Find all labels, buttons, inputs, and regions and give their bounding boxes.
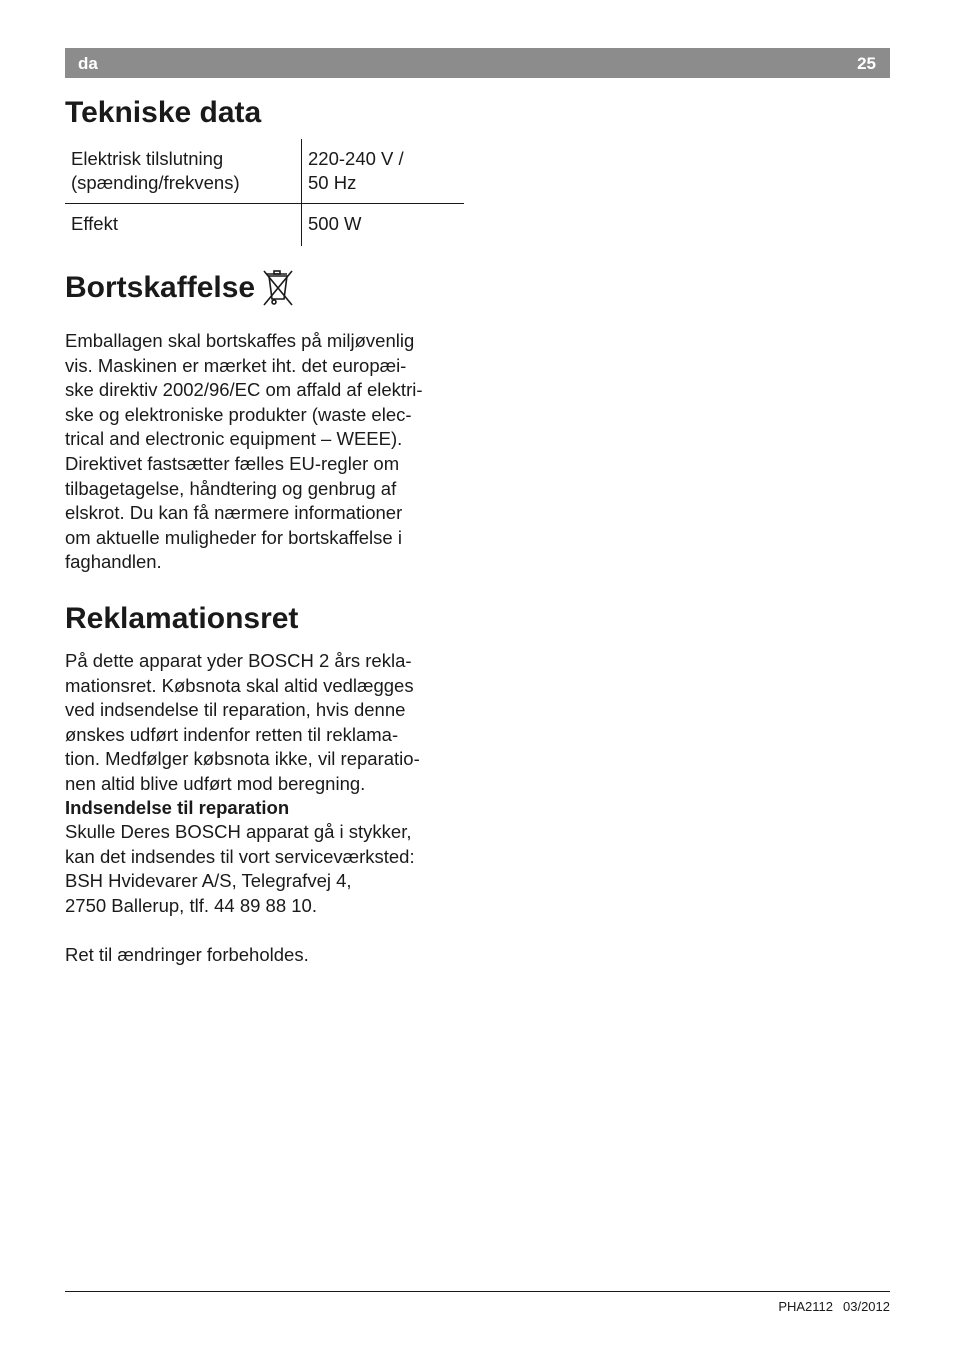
spec-row — [65, 139, 464, 204]
disposal-paragraph: Emballagen skal bortskaffes på miljøvenlig vis. Maskinen er mærket iht. det europæi- ske direktiv 2002/96/EC om affald af elektri- ske og elektroniske produkter (waste elec- trical and electronic equipment – WEEE). Direktivet fastsætter fælles EU-regler om tilbagetagelse, håndtering og genbrug af elskrot. Du kan få nærmere informationer om aktuelle muligheder for bortskaffelse i faghandlen. — [65, 330, 423, 573]
footer-date: 03/2012 — [843, 1299, 890, 1314]
header-bar — [65, 48, 890, 78]
warranty-paragraph: På dette apparat yder BOSCH 2 års rekla- mationsret. Købsnota skal altid vedlægges ved indsendelse til reparation, hvis denne ønskes udført indenfor retten til reklama- tion. Medfølger købsnota ikke, vil reparatio- nen altid blive udført mod beregning. — [65, 650, 420, 794]
footer-model: PHA2112 — [778, 1299, 833, 1314]
repair-paragraph: Skulle Deres BOSCH apparat gå i stykker, kan det indsendes til vort serviceværksted: BSH Hvidevarer A/S, Telegrafvej 4, 2750 Ballerup, tlf. 44 89 88 10. — [65, 821, 415, 916]
spec-value: 220-240 V / 50 Hz — [308, 148, 404, 193]
closing-note: Ret til ændringer forbeholdes. — [65, 944, 309, 965]
spec-table — [65, 139, 464, 246]
page-number: 25 — [857, 54, 876, 73]
footer — [778, 1299, 890, 1314]
repair-subheading: Indsendelse til reparation — [65, 797, 290, 818]
footer-divider — [65, 1291, 890, 1292]
disposal-title: Bortskaffelse — [65, 271, 256, 304]
spec-value: 500 W — [308, 213, 362, 234]
language-code: da — [78, 54, 98, 73]
spec-row — [65, 204, 464, 246]
crossed-out-wheelie-bin-icon — [261, 268, 297, 308]
warranty-title: Reklamationsret — [65, 602, 299, 635]
spec-key: Elektrisk tilslutning (spænding/frekvens) — [65, 139, 302, 203]
spec-key: Effekt — [65, 204, 302, 246]
technical-data-title: Tekniske data — [65, 96, 262, 129]
disposal-heading — [65, 268, 297, 308]
